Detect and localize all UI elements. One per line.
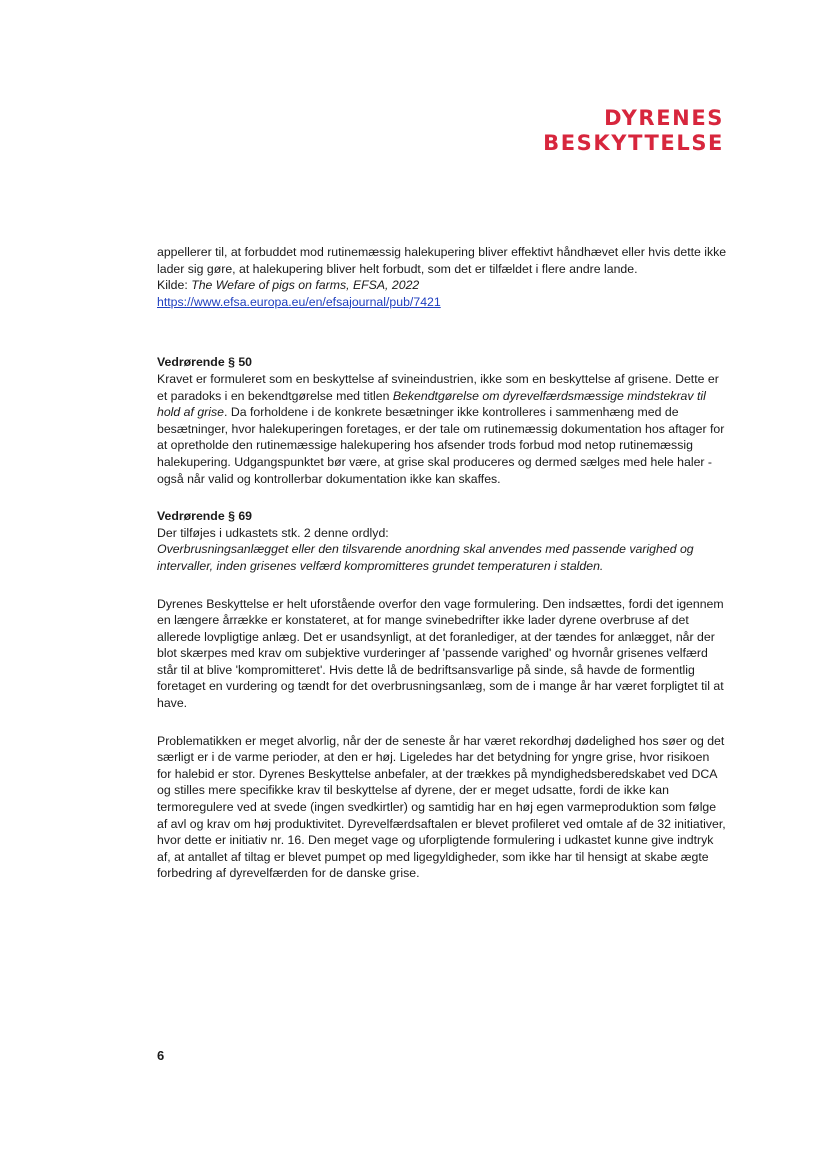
section-50-heading: Vedrørende § 50	[157, 355, 253, 370]
section-69-quote: Overbrusningsanlægget eller den tilsvarende anordning skal anvendes med passende varighed og intervaller, inden grisenes velfærd kompromitteres grundet temperaturen i stalden.	[157, 542, 694, 573]
source-url-link[interactable]: https://www.efsa.europa.eu/en/efsajournal/pub/7421	[157, 294, 441, 309]
source-url-line	[157, 294, 727, 311]
organization-logo	[543, 106, 724, 156]
section-69-paragraph-3: Problematikken er meget alvorlig, når der de seneste år har været rekordhøj dødelighed hos søer og det særligt er i de varme perioder, at den er høj. Ligeledes har det betydning for yngre grise, hvor risikoen for halebid er stor. Dyrenes Beskyttelse anbefaler, at der trækkes på myndighedsberedskabet ved DCA og stilles mere specifikke krav til beskyttelse af dyrene, der er meget udsatte, fordi de ikke kan termoregulere ved at svede (ingen svedkirtler) og samtidig har en høj egen varmeproduktion som følge af avl og krav om høj produktivitet. Dyrevelfærdsaftalen er blevet profileret ved omtale af de 32 initiativer, hvor dette er initiativ nr. 16. Den meget vage og uforpligtende formulering i udkastet kunne give indtryk af, at antallet af tiltag er blevet pumpet op med ligegyldigheder, som ikke har til hensigt at skabe ægte forbedring af dyrevelfærden for de danske grise.	[157, 733, 726, 881]
document-body	[157, 244, 727, 882]
spacer	[157, 487, 727, 508]
intro-paragraph	[157, 244, 727, 277]
source-title: The Wefare of pigs on farms, EFSA, 2022	[191, 278, 420, 293]
intro-text: appellerer til, at forbuddet mod rutinemæssig halekupering bliver effektivt håndhævet eller hvis dette ikke lader sig gøre, at halekupering bliver helt forbudt, som det er tilfældet i flere andre lande.	[157, 245, 727, 276]
section-69-intro: Der tilføjes i udkastets stk. 2 denne ordlyd:	[157, 525, 389, 540]
source-line	[157, 277, 727, 294]
source-label: Kilde:	[157, 278, 192, 293]
section-69-paragraph-2: Dyrenes Beskyttelse er helt uforstående overfor den vage formulering. Den indsættes, fordi det igennem en længere årrække er konstateret, at for mange svinebedrifter ikke lader dyrene overbruse af det allerede lovpligtige anlæg. Det er usandsynligt, at det foranlediger, at der tændes for anlægget, når der blot skærpes med krav om subjektive vurderinger af 'passende varighed' og hvornår grisenes velfærd står til at blive 'kompromitteret'. Hvis dette lå de bedriftsansvarlige på sinde, så havde de formentlig foretaget en vurdering og tændt for det overbrusningsanlæg, som de i mange år har været forpligtet til at have.	[157, 596, 724, 711]
section-69-heading: Vedrørende § 69	[157, 509, 253, 524]
section-50-title-italic: Bekendtgørelse om dyrevelfærdsmæssige mindstekrav til hold af grise	[157, 388, 706, 420]
page-number: 6	[157, 1048, 165, 1063]
logo-line-2: BESKYTTELSE	[543, 131, 724, 155]
spacer	[157, 712, 727, 733]
section-50-text-2: . Da forholdene i de konkrete besætninger ikke kontrolleres i sammenhæng med de besætninger, hvor halekuperingen foretages, er der tale om rutinemæssig dokumentation hos aftager for at opretholde den rutinemæssige halekupering hos afsender trods forbud mod netop rutinemæssig halekupering. Udgangspunktet bør være, at grise skal produceres og dermed sælges med hele haler - også når valid og kontrollerbar dokumentation ikke kan skaffes.	[157, 405, 725, 486]
spacer	[157, 310, 727, 354]
logo-line-1: DYRENES	[604, 106, 724, 130]
section-50-text-1: Kravet er formuleret som en beskyttelse af svineindustrien, ikke som en beskyttelse af grisene. Dette er et paradoks i en bekendtgørelse med titlen	[157, 371, 719, 403]
section-50-paragraph	[157, 371, 727, 487]
spacer	[157, 575, 727, 596]
